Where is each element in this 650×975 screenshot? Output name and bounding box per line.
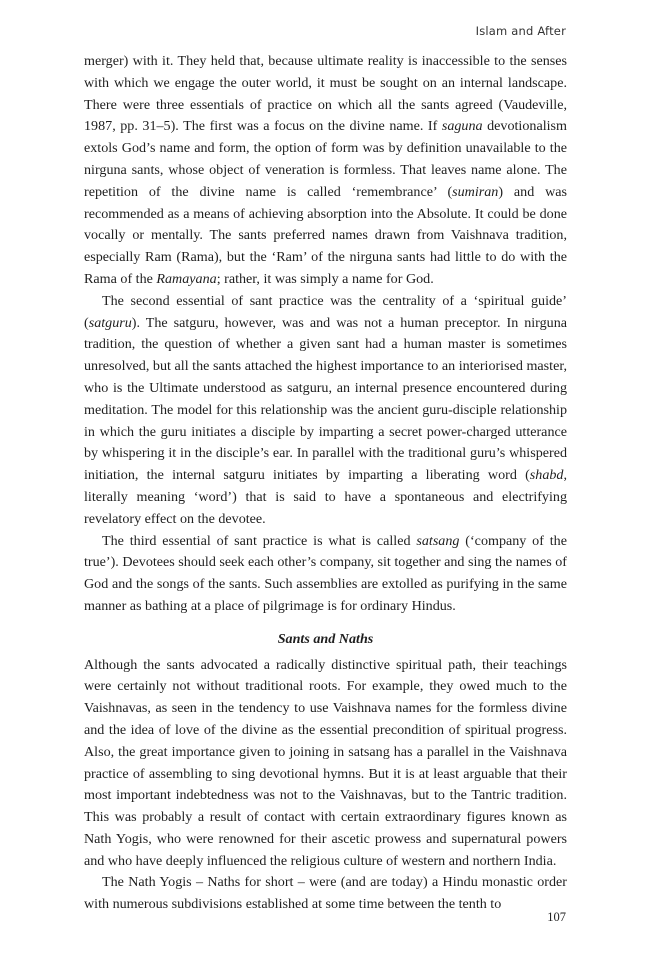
paragraph-1: merger) with it. They held that, because ultimate reality is inaccessible to the senses with which we engage the outer world, it must be sought on an internal landscape. There were three essentials of practice on which all the sants agreed (Vaudeville, 1987, pp. 31–5). The first was a focus on the divine name. If saguna devotionalism extols God’s name and form, the option of form was by definition unavailable to the nirguna sants, whose object of veneration is formless. That leaves name alone. The repetition of the divine name is called ‘remembrance’ (sumiran) and was recommended as a means of achieving absorption into the Absolute. It could be done vocally or mentally. The sants preferred names drawn from Vaishnava tradition, especially Ram (Rama), but the ‘Ram’ of the nirguna sants had little to do with the Rama of the Ramayana; rather, it was simply a name for God. (84, 53, 567, 287)
running-head: Islam and After (475, 24, 566, 38)
section-heading: Sants and Naths (277, 630, 374, 647)
page-number: 107 (547, 910, 566, 924)
paragraph-2: The second essential of sant practice was the centrality of a ‘spiritual guide’ (satguru). The satguru, however, was and was not a human preceptor. In nirguna tradition, the question of whether a given sant had a human master is sometimes unresolved, but all the sants attached the highest importance to an interiorised master, who is the Ultimate understood as satguru, an internal presence encountered during meditation. The model for this relationship was the ancient guru-disciple relationship in which the guru initiates a disciple by imparting a secret power-charged utterance by whispering it in the disciple’s ear. In parallel with the traditional guru’s whispered initiation, the internal satguru initiates by imparting a liberating word (shabd, literally meaning ‘word’) that is said to have a spontaneous and electrifying revelatory effect on the devotee. (84, 292, 567, 527)
paragraph-5: The Nath Yogis – Naths for short – were (and are today) a Hindu monastic order with numerous subdivisions established at some time between the tenth to (84, 874, 567, 913)
paragraph-3: The third essential of sant practice is what is called satsang (‘company of the true’). Devotees should seek each other’s company, sit together and sing the names of God and the songs of the sants. Such assemblies are extolled as purifying in the same manner as bathing at a place of pilgrimage is for ordinary Hindus. (84, 532, 567, 614)
body-text (84, 51, 567, 916)
paragraph-4: Although the sants advocated a radically distinctive spiritual path, their teachings were certainly not without traditional roots. For example, they owed much to the Vaishnavas, as seen in the tendency to use Vaishnava names for the formless divine and the idea of love of the divine as the essential precondition of spiritual progress. Also, the great importance given to joining in satsang has a parallel in the Vaishnava practice of assembling to sing devotional hymns. But it is at least arguable that their most important indebtedness was not to the Vaishnavas, but to the Tantric tradition. This was probably a result of contact with certain extraordinary figures known as Nath Yogis, who were renowned for their ascetic prowess and supernatural powers and who have deeply influenced the religious culture of western and northern India. (84, 656, 567, 869)
